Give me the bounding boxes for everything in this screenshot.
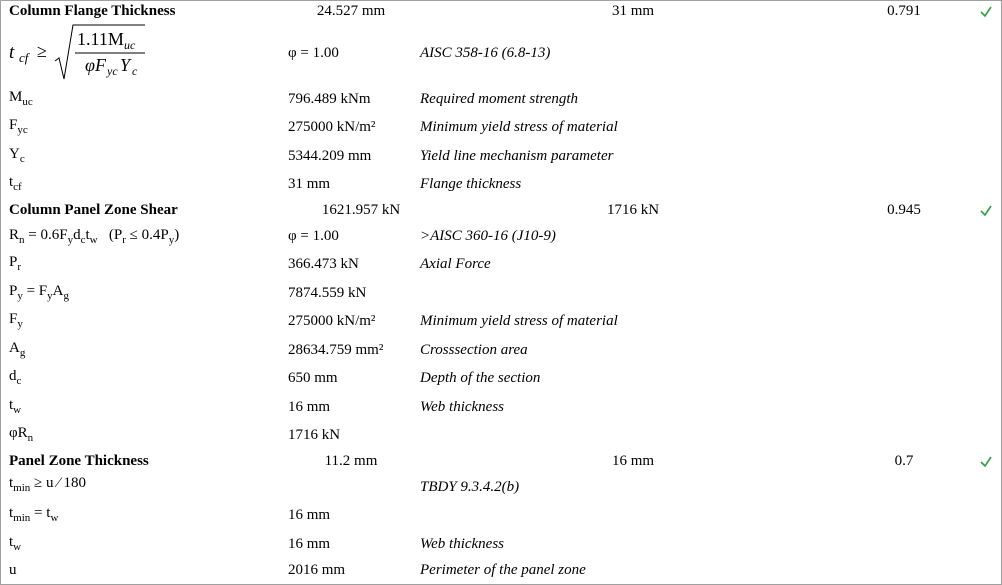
shear-required: 1621.957 kN bbox=[321, 202, 401, 218]
shear-available: 1716 kN bbox=[606, 202, 660, 218]
row-value-phirn: 1716 kN bbox=[288, 427, 341, 443]
flange-phi: φ = 1.00 bbox=[288, 45, 339, 61]
section-title-panel: Panel Zone Thickness bbox=[9, 453, 149, 469]
row-desc-tcf: Flange thickness bbox=[420, 176, 522, 192]
formula-lhs: t bbox=[9, 42, 15, 63]
row-desc-tw: Web thickness bbox=[420, 399, 505, 415]
row-label-fy: $F_y$ bbox=[9, 311, 23, 330]
shear-phi: φ = 1.00 bbox=[288, 228, 339, 244]
row-value-ag: 28634.759 mm² bbox=[288, 342, 384, 358]
row-value-u: 2016 mm bbox=[288, 562, 346, 578]
row-label-u: u bbox=[9, 562, 17, 578]
flange-ratio: 0.791 bbox=[887, 3, 921, 19]
section-title-shear: Column Panel Zone Shear bbox=[9, 202, 178, 218]
flange-formula bbox=[7, 21, 157, 83]
row-desc-muc: Required moment strength bbox=[420, 91, 579, 107]
panel-required: 11.2 mm bbox=[324, 453, 378, 469]
section-title-flange: Column Flange Thickness bbox=[9, 3, 176, 19]
row-label-tw2: $t_w$ bbox=[9, 534, 22, 553]
row-label-phirn: $\varphi R_n$ bbox=[9, 425, 34, 444]
row-desc-tw2: Web thickness bbox=[420, 536, 505, 552]
row-label-tw: $t_w$ bbox=[9, 397, 22, 416]
row-label-dc: $d_c$ bbox=[9, 368, 22, 387]
panel-formula: $t_{min} \ge u$ ⁄ 180 bbox=[9, 475, 87, 494]
formula-den-phi: φF bbox=[85, 55, 106, 75]
check-icon bbox=[979, 5, 993, 19]
flange-available: 31 mm bbox=[611, 3, 655, 19]
row-value-fy: 275000 kN/m² bbox=[288, 313, 376, 329]
flange-reference: AISC 358-16 (6.8-13) bbox=[420, 45, 551, 61]
row-desc-fyc: Minimum yield stress of material bbox=[420, 119, 618, 135]
row-value-tcf: 31 mm bbox=[288, 176, 331, 192]
row-value-tw: 16 mm bbox=[288, 399, 331, 415]
shear-reference: >AISC 360-16 (J10-9) bbox=[420, 228, 556, 244]
panel-reference: TBDY 9.3.4.2(b) bbox=[420, 479, 520, 495]
row-desc-pr: Axial Force bbox=[420, 256, 491, 272]
row-label-pr: $P_r$ bbox=[9, 254, 22, 273]
shear-formula: $R_n = 0.6F_yd_ct_w$ $(P_r \le 0.4P_y)$ bbox=[9, 227, 180, 246]
check-icon bbox=[979, 204, 993, 218]
row-value-py: 7874.559 kN bbox=[288, 285, 367, 301]
row-desc-yc: Yield line mechanism parameter bbox=[420, 148, 614, 164]
panel-available: 16 mm bbox=[611, 453, 655, 469]
formula-den-sub2: c bbox=[132, 64, 138, 78]
flange-required: 24.527 mm bbox=[316, 3, 386, 19]
row-desc-dc: Depth of the section bbox=[420, 370, 541, 386]
row-label-yc: $Y_c$ bbox=[9, 146, 25, 165]
panel-ratio: 0.7 bbox=[894, 453, 914, 469]
row-value-muc: 796.489 kNm bbox=[288, 91, 371, 107]
formula-op: ≥ bbox=[37, 41, 47, 61]
check-icon bbox=[979, 455, 993, 469]
row-value-tw2: 16 mm bbox=[288, 536, 331, 552]
formula-num-sub: uc bbox=[124, 38, 136, 52]
row-label-tcf: $t_{cf}$ bbox=[9, 174, 22, 193]
row-label-muc: $M_{uc}$ bbox=[9, 89, 33, 108]
row-desc-ag: Crosssection area bbox=[420, 342, 528, 358]
row-desc-u: Perimeter of the panel zone bbox=[420, 562, 586, 578]
formula-den-sub1: yc bbox=[107, 64, 118, 78]
row-value-tmin: 16 mm bbox=[288, 507, 331, 523]
row-value-fyc: 275000 kN/m² bbox=[288, 119, 376, 135]
row-label-fyc: $F_{yc}$ bbox=[9, 117, 28, 136]
row-desc-fy: Minimum yield stress of material bbox=[420, 313, 618, 329]
formula-den-y: Y bbox=[120, 55, 131, 75]
formula-lhs-sub: cf bbox=[19, 50, 29, 65]
row-label-tmin: $t_{min} = t_w$ bbox=[9, 505, 59, 524]
row-label-py: $P_y = F_yA_g$ bbox=[9, 283, 69, 302]
row-value-yc: 5344.209 mm bbox=[288, 148, 372, 164]
shear-ratio: 0.945 bbox=[887, 202, 921, 218]
row-value-dc: 650 mm bbox=[288, 370, 338, 386]
row-label-ag: $A_g$ bbox=[9, 340, 26, 359]
row-value-pr: 366.473 kN bbox=[288, 256, 359, 272]
formula-num: 1.11M bbox=[77, 29, 124, 49]
